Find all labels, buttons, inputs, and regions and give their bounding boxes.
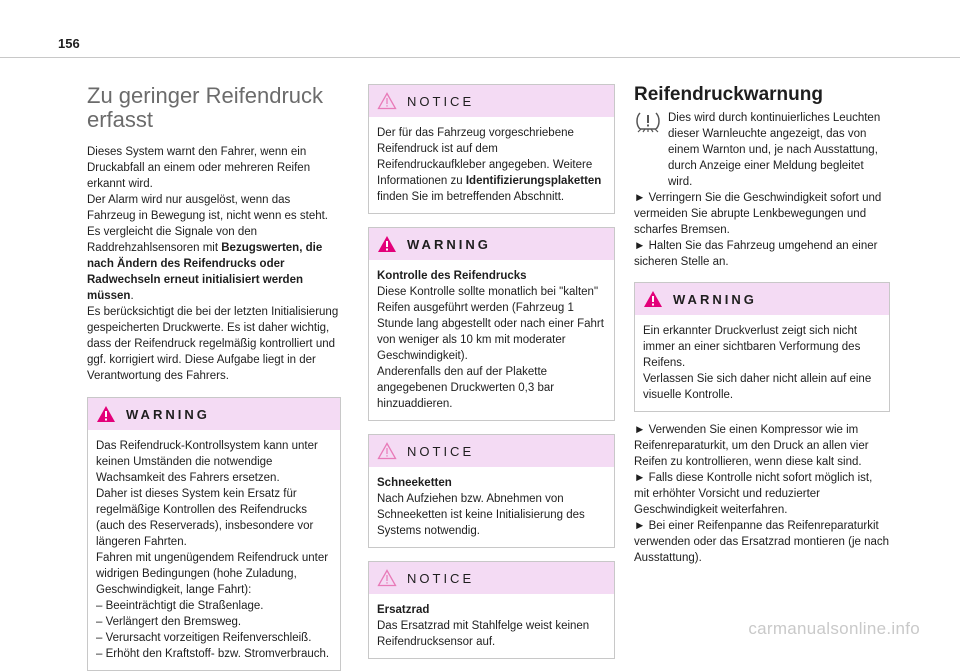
text-bold: Identifizierungsplaketten bbox=[465, 175, 602, 187]
paragraph: Es berücksichtigt die bei der letzten Initialisierung gespeicherten Druckwerte. Es ist daher wichtig, dass der Reifendruck regelmäßig kontrolliert und ggf. korrigiert wird. Diese Aufgabe liegt in der Verantwortung des Fahrers. bbox=[87, 306, 339, 382]
list-item: – Verursacht vorzeitigen Reifenverschleiß. bbox=[96, 632, 312, 644]
notice-header bbox=[369, 562, 614, 594]
text-span: Es vergleicht die Signale von den Raddrehzahlsensoren mit bbox=[87, 226, 258, 254]
notice-body bbox=[369, 467, 614, 547]
warning-header bbox=[88, 398, 340, 430]
instruction-bullet: ► Bei einer Reifenpanne das Reifenreparaturkit verwenden oder das Ersatzrad montieren (je nach Ausstattung). bbox=[634, 520, 890, 564]
notice-body bbox=[369, 594, 614, 658]
instruction-bullet: ► Verwenden Sie einen Kompressor wie im Reifenreparaturkit, um den Druck an allen vier Reifen zu kontrollieren, wenn diese kalt sind. bbox=[634, 424, 869, 468]
notice-box bbox=[368, 561, 615, 659]
warning-body bbox=[88, 430, 340, 670]
warning-light-intro bbox=[634, 110, 890, 190]
title-line-1: Zu geringer Reifendruck bbox=[87, 83, 324, 108]
notice-subtitle: Schneeketten bbox=[377, 477, 452, 489]
list-item: – Erhöht den Kraftstoff- bzw. Stromverbrauch. bbox=[96, 648, 330, 660]
instruction-list bbox=[634, 422, 890, 566]
text-span: Der für das Fahrzeug vorgeschriebene Reifendruck ist auf dem Reifendruckaufkleber angegeben. Weitere Informationen zu bbox=[377, 127, 593, 187]
section-title-low-pressure bbox=[87, 84, 341, 132]
warning-triangle-icon bbox=[377, 235, 397, 253]
warning-text: Anderenfalls den auf der Plakette angegebenen Druckwerten 0,3 bar hinzuaddieren. bbox=[377, 366, 555, 410]
warning-body bbox=[635, 315, 889, 411]
warning-text: Fahren mit ungenügendem Reifendruck unter widrigen Bedingungen (hohe Zuladung, Geschwindigkeit, lange Fahrt): bbox=[96, 552, 329, 596]
warning-label: WARNING bbox=[673, 291, 757, 307]
warning-triangle-icon bbox=[643, 290, 663, 308]
notice-label: NOTICE bbox=[407, 570, 475, 586]
warning-label: WARNING bbox=[407, 236, 491, 252]
notice-text: Das Ersatzrad mit Stahlfelge weist keinen Reifendrucksensor auf. bbox=[377, 620, 590, 648]
warning-box bbox=[634, 282, 890, 412]
section-title-pressure-warning: Reifendruckwarnung bbox=[634, 84, 823, 105]
column-left bbox=[87, 84, 341, 671]
notice-triangle-icon bbox=[377, 442, 397, 460]
tyre-pressure-warning-light-icon bbox=[634, 110, 662, 134]
title-line-2: erfasst bbox=[87, 107, 154, 132]
warning-text: Verlassen Sie sich daher nicht allein auf eine visuelle Kontrolle. bbox=[643, 373, 872, 401]
notice-triangle-icon bbox=[377, 569, 397, 587]
list-item: – Beeinträchtigt die Straßenlage. bbox=[96, 600, 264, 612]
warning-body bbox=[369, 260, 614, 420]
paragraph: Dieses System warnt den Fahrer, wenn ein Druckabfall an einem oder mehreren Reifen erkannt wird. bbox=[87, 146, 311, 190]
notice-subtitle: Ersatzrad bbox=[377, 604, 430, 616]
warning-box bbox=[368, 227, 615, 421]
warning-text: Ein erkannter Druckverlust zeigt sich nicht immer an einer sichtbaren Verformung des Reifens. bbox=[643, 325, 861, 369]
intro-text: Dies wird durch kontinuierliches Leuchten dieser Warnleuchte angezeigt, das von einem Warnton und, je nach Ausstattung, durch Anzeige einer Meldung begleitet wird. bbox=[668, 112, 881, 188]
warning-text: Daher ist dieses System kein Ersatz für regelmäßige Kontrollen des Reifendrucks (auch des Reserverads), insbesondere vor längeren Fahrten. bbox=[96, 488, 314, 548]
notice-triangle-icon bbox=[377, 92, 397, 110]
notice-body bbox=[369, 117, 614, 213]
text-span: . bbox=[130, 290, 134, 302]
warning-subtitle: Kontrolle des Reifendrucks bbox=[377, 270, 527, 282]
instruction-bullet: ► Verringern Sie die Geschwindigkeit sofort und vermeiden Sie abrupte Lenkbewegungen und scharfes Bremsen. bbox=[634, 192, 882, 236]
notice-label: NOTICE bbox=[407, 93, 475, 109]
notice-box bbox=[368, 434, 615, 548]
warning-text: Das Reifendruck-Kontrollsystem kann unter keinen Umständen die notwendige Wachsamkeit des Fahrers ersetzen. bbox=[96, 440, 318, 484]
column-middle bbox=[368, 84, 615, 659]
warning-label: WARNING bbox=[126, 406, 210, 422]
warning-header bbox=[635, 283, 889, 315]
warning-box bbox=[87, 397, 341, 671]
page-number: 156 bbox=[58, 36, 80, 51]
notice-box bbox=[368, 84, 615, 214]
notice-label: NOTICE bbox=[407, 443, 475, 459]
warning-text: Diese Kontrolle sollte monatlich bei "kalten" Reifen ausgeführt werden (Fahrzeug 1 Stunde lang abgestellt oder nach einer Fahrt von weniger als 10 km mit moderater Geschwindigkeit). bbox=[377, 286, 604, 362]
notice-header bbox=[369, 85, 614, 117]
notice-header bbox=[369, 435, 614, 467]
text-bold: Bezugswerten, die nach Ändern des Reifendrucks oder Radwechseln erneut initialisiert werden müssen bbox=[87, 242, 323, 302]
warning-header bbox=[369, 228, 614, 260]
warning-triangle-icon bbox=[96, 405, 116, 423]
notice-text: Nach Aufziehen bzw. Abnehmen von Schneeketten ist keine Initialisierung des Systems notwendig. bbox=[377, 493, 585, 537]
list-item: – Verlängert den Bremsweg. bbox=[96, 616, 242, 628]
text-span: finden Sie im betreffenden Abschnitt. bbox=[377, 191, 565, 203]
paragraph: Der Alarm wird nur ausgelöst, wenn das Fahrzeug in Bewegung ist, nicht wenn es steht. bbox=[87, 194, 329, 222]
column-right bbox=[634, 84, 890, 566]
paragraph bbox=[87, 224, 341, 304]
instruction-bullet: ► Halten Sie das Fahrzeug umgehend an einer sicheren Stelle an. bbox=[634, 240, 878, 268]
header-rule bbox=[0, 57, 960, 58]
watermark: carmanualsonline.info bbox=[748, 619, 920, 638]
instruction-bullet: ► Falls diese Kontrolle nicht sofort möglich ist, mit erhöhter Vorsicht und reduzierter Geschwindigkeit weiterfahren. bbox=[634, 472, 873, 516]
